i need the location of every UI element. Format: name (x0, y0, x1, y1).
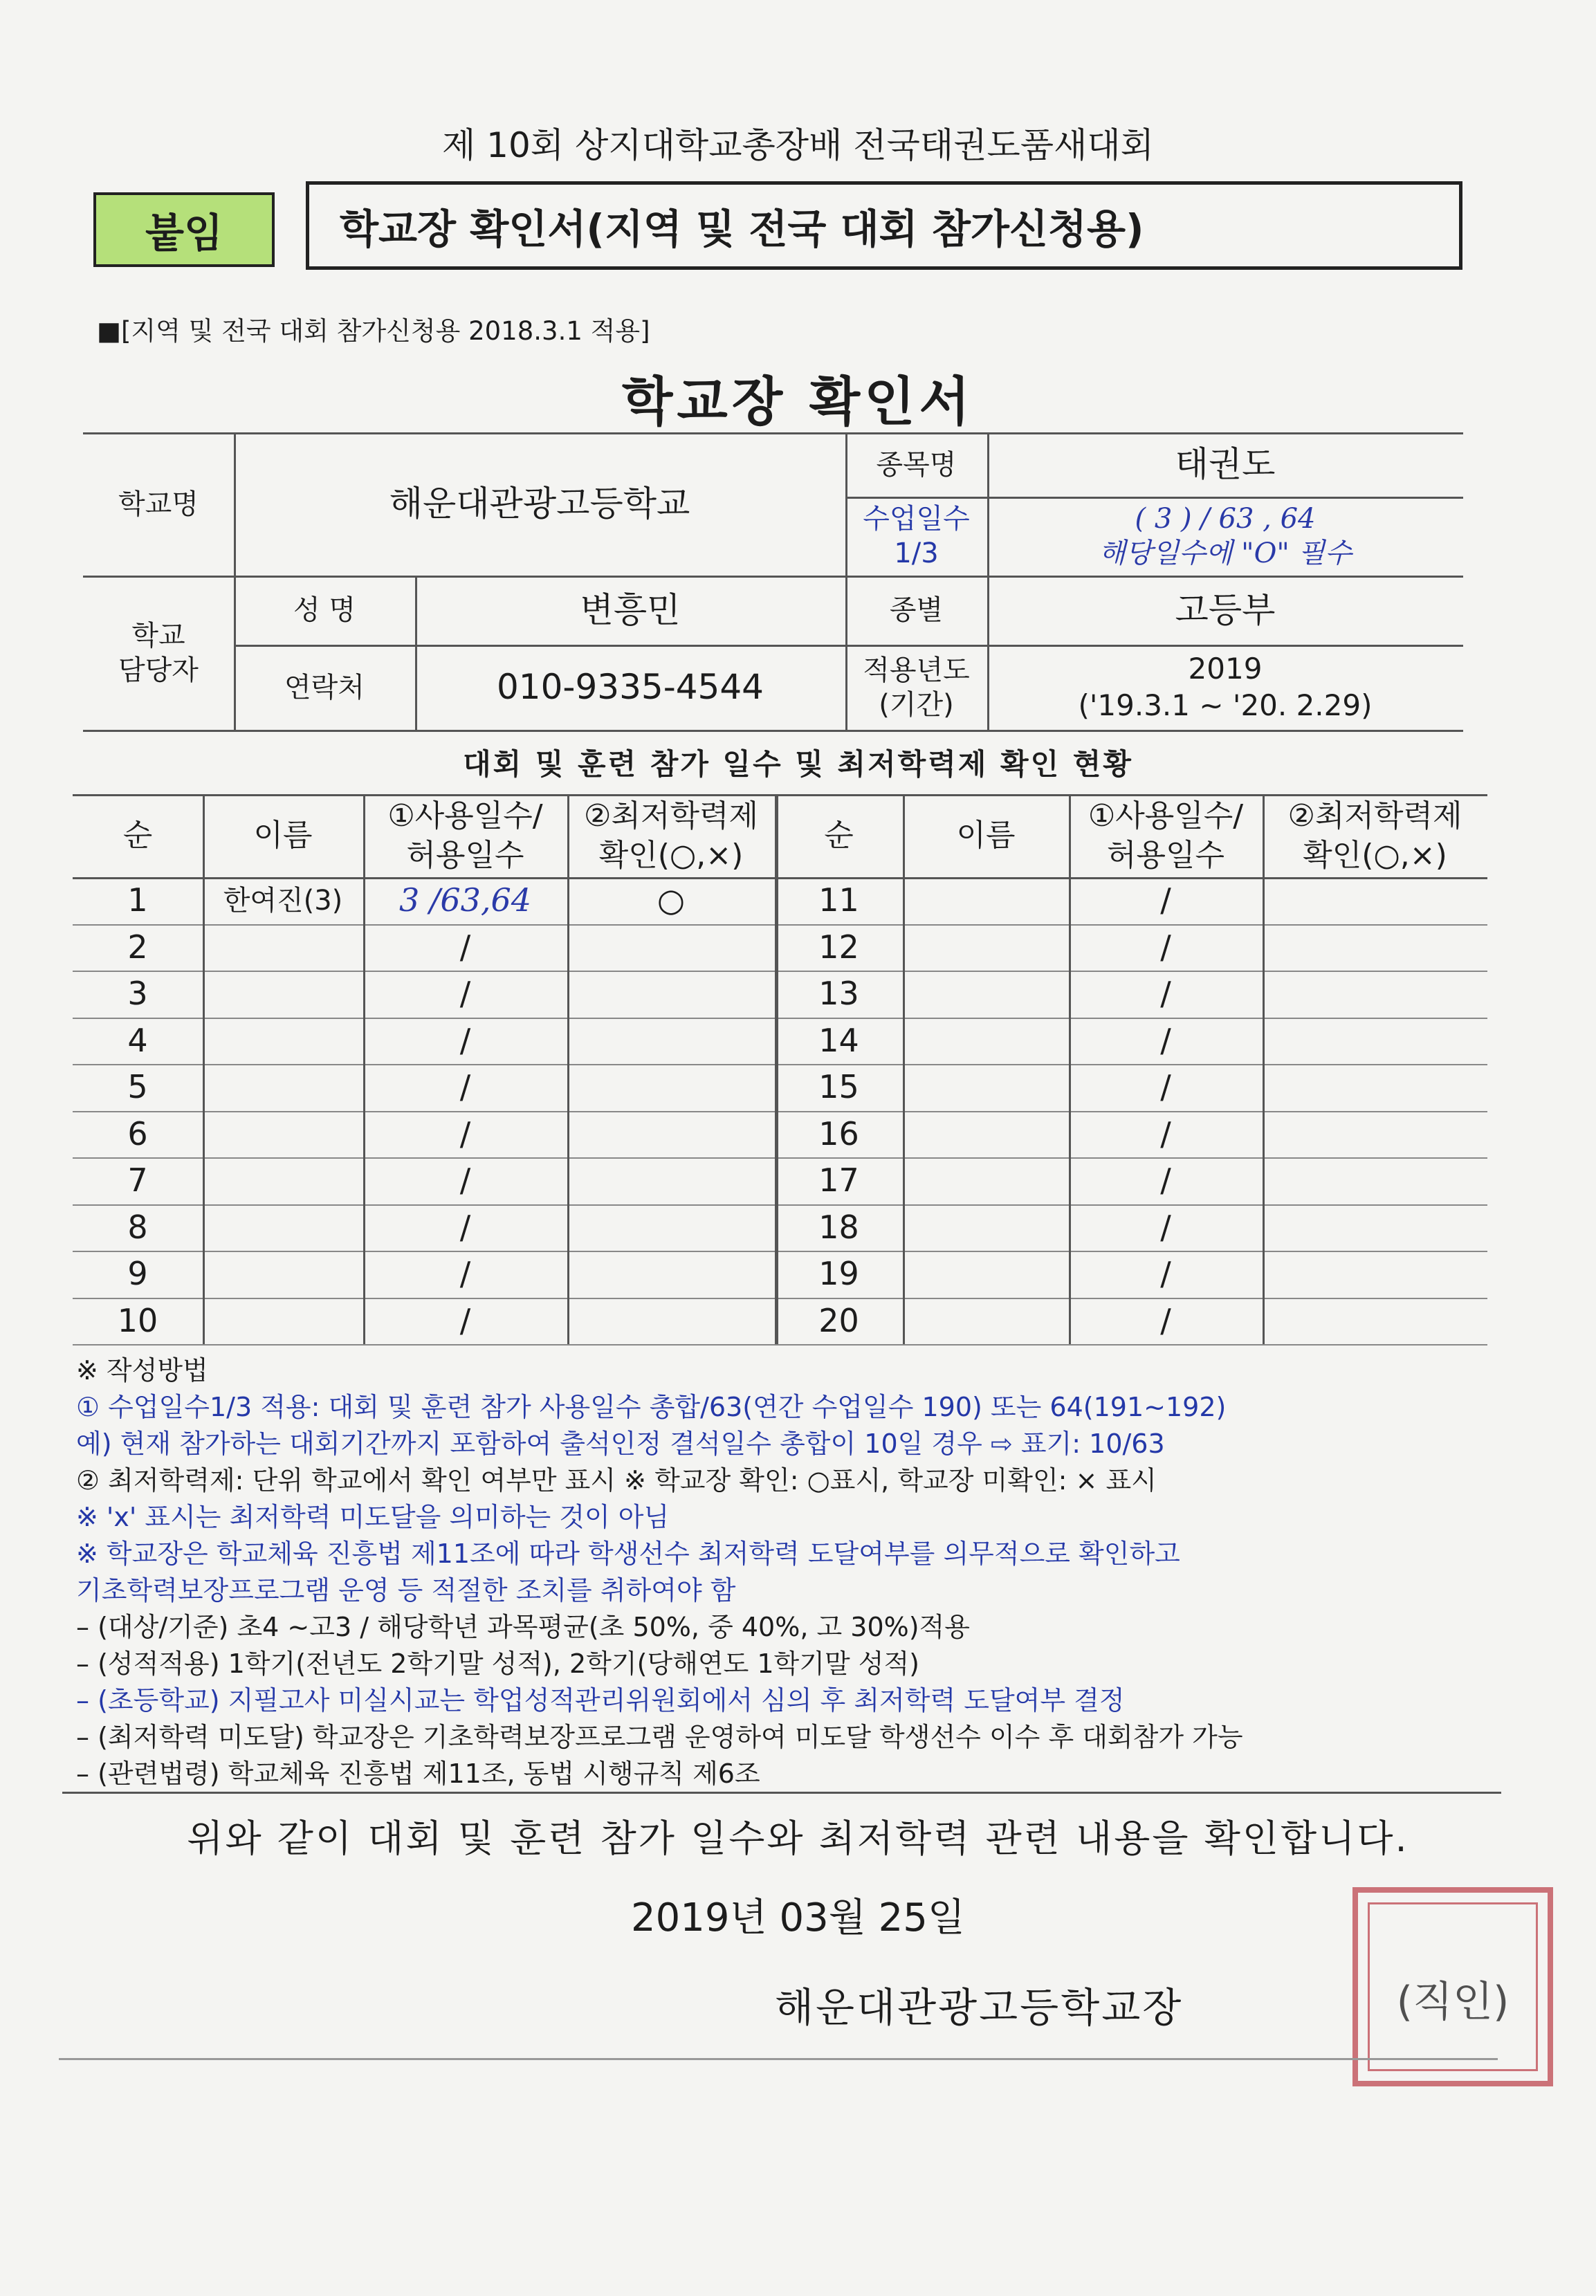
principal-signature: 해운대관광고등학교장 (775, 1984, 1184, 2031)
row-number: 7 (127, 1161, 148, 1199)
contact-value: 010-9335-4544 (496, 667, 764, 708)
contact-label: 연락처 (284, 671, 365, 704)
school-name-label: 학교명 (118, 488, 199, 520)
document-header-title: 학교장 확인서(지역 및 전국 대회 참가신청용) (306, 181, 1462, 270)
division-value: 고등부 (1175, 589, 1276, 630)
header-days-line1: ①사용일수/ (387, 798, 543, 834)
row-number: 18 (818, 1208, 859, 1246)
header-check-line1: ②최저학력제 (584, 798, 758, 834)
year-value-period: ('19.3.1 ~ '20. 2.29) (1078, 688, 1373, 722)
row-number: 3 (127, 975, 148, 1012)
row-check (567, 1111, 775, 1158)
row-name (903, 1111, 1069, 1158)
row-number: 9 (127, 1255, 148, 1292)
year-value-year: 2019 (1188, 652, 1263, 686)
row-check: ○ (657, 881, 686, 919)
row-name (903, 1064, 1069, 1111)
row-number: 16 (818, 1114, 859, 1152)
header-days (363, 794, 567, 877)
row-days: / (1160, 975, 1171, 1012)
row-number: 14 (818, 1021, 859, 1059)
row-check (1263, 877, 1487, 924)
official-seal (1352, 1887, 1553, 2086)
row-name (203, 1204, 363, 1251)
row-days: / (1160, 1301, 1171, 1339)
header-check (567, 794, 775, 877)
row-days: / (459, 1114, 471, 1152)
instructions (76, 1352, 1501, 1792)
page-title: 학교장 확인서 (622, 371, 974, 432)
row-name (903, 1251, 1069, 1298)
row-number: 13 (818, 975, 859, 1012)
row-name (203, 1157, 363, 1204)
row-name (903, 1298, 1069, 1345)
header-check-line2: 확인(○,×) (598, 838, 744, 873)
row-number: 17 (818, 1161, 859, 1199)
row-name (903, 924, 1069, 971)
row-check (567, 1251, 775, 1298)
row-days: / (1160, 1021, 1171, 1059)
row-name (903, 877, 1069, 924)
confirmation-statement: 위와 같이 대회 및 훈련 참가 일수와 최저학력 관련 내용을 확인합니다. (187, 1817, 1409, 1860)
class-days-fraction: ( 3 ) / 63 , 64 (1135, 503, 1316, 535)
staff-label (83, 576, 234, 730)
row-name (903, 1157, 1069, 1204)
row-days: / (459, 1301, 471, 1339)
row-number: 4 (127, 1021, 148, 1059)
name-label: 성 명 (293, 594, 356, 626)
class-days-label-line1: 수업일수 (863, 503, 970, 535)
row-number: 6 (127, 1114, 148, 1152)
row-name: 한여진(3) (223, 884, 343, 917)
seal-text: (직인) (1396, 1978, 1510, 2026)
row-name (203, 1251, 363, 1298)
row-number: 11 (818, 881, 859, 919)
header-check-line2: 확인(○,×) (1303, 838, 1447, 873)
year-label-line2: (기간) (879, 688, 954, 721)
bottom-divider (59, 2058, 1498, 2060)
year-label (845, 645, 987, 730)
header-no (73, 794, 203, 877)
row-number: 5 (127, 1068, 148, 1105)
staff-label-line1: 학교 (131, 619, 185, 652)
row-days: / (1160, 1255, 1171, 1292)
header-check (1263, 794, 1487, 877)
row-check (567, 924, 775, 971)
staff-label-line2: 담당자 (118, 654, 199, 686)
row-check (567, 1064, 775, 1111)
row-days: / (459, 1021, 471, 1059)
row-name (203, 1298, 363, 1345)
attachment-badge: 붙임 (93, 192, 275, 267)
row-number: 10 (117, 1301, 158, 1339)
header-no-text: 순 (824, 818, 854, 854)
row-check (567, 1018, 775, 1065)
row-check (567, 1204, 775, 1251)
header-days-line2: 허용일수 (1106, 838, 1224, 873)
row-number: 2 (127, 928, 148, 966)
row-days: / (459, 1255, 471, 1292)
header-no-text: 순 (122, 818, 153, 854)
school-name-value: 해운대관광고등학교 (389, 484, 690, 524)
row-name (903, 971, 1069, 1018)
row-days: / (1160, 1161, 1171, 1199)
row-check (567, 971, 775, 1018)
row-days: / (1160, 1114, 1171, 1152)
instruction-line: ① 수업일수1/3 적용: 대회 및 훈련 참가 사용일수 총합/63(연간 수업일수 190) 또는 64(191~192) (76, 1392, 1227, 1422)
row-days: 3 /63,64 (398, 881, 532, 919)
row-check (1263, 1111, 1487, 1158)
row-check (1263, 1157, 1487, 1204)
name-value: 변흥민 (580, 589, 681, 630)
row-name (203, 1064, 363, 1111)
division-label: 종별 (889, 594, 944, 626)
row-number: 1 (127, 881, 148, 919)
row-name (903, 1204, 1069, 1251)
header-no (775, 794, 903, 877)
row-number: 19 (818, 1255, 859, 1292)
row-check (1263, 1018, 1487, 1065)
row-number: 15 (818, 1068, 859, 1105)
row-check (1263, 924, 1487, 971)
row-name (903, 1018, 1069, 1065)
row-days: / (1160, 928, 1171, 966)
year-value (987, 645, 1463, 730)
header-name (903, 794, 1069, 877)
year-label-line1: 적용년도 (863, 654, 970, 686)
row-check (567, 1157, 775, 1204)
row-days: / (1160, 1068, 1171, 1105)
row-days: / (1160, 1208, 1171, 1246)
header-days-line1: ①사용일수/ (1088, 798, 1244, 834)
header-days-line2: 허용일수 (406, 838, 524, 873)
event-label: 종목명 (876, 448, 957, 481)
row-check (1263, 971, 1487, 1018)
header-name-text: 이름 (253, 818, 313, 854)
row-days: / (459, 1161, 471, 1199)
row-name (203, 1018, 363, 1065)
instruction-line: – (대상/기준) 초4 ~고3 / 해당학년 과목평균(초 50%, 중 40%, 고 30%)적용 (76, 1612, 970, 1642)
instruction-line: – (최저학력 미도달) 학교장은 기초학력보장프로그램 운영하여 미도달 학생선수 이수 후 대회참가 가능 (76, 1722, 1243, 1752)
row-check (567, 1298, 775, 1345)
row-check (1263, 1064, 1487, 1111)
row-name (203, 924, 363, 971)
row-number: 12 (818, 928, 859, 966)
class-days-label-line2: 1/3 (894, 538, 939, 569)
header-check-line1: ②최저학력제 (1287, 798, 1462, 834)
row-days: / (459, 975, 471, 1012)
instruction-line: 예) 현재 참가하는 대회기간까지 포함하여 출석인정 결석일수 총합이 10일 경우 ⇨ 표기: 10/63 (76, 1429, 1165, 1459)
row-days: / (459, 1068, 471, 1105)
event-value: 태권도 (1175, 444, 1276, 485)
instruction-line: ※ 학교장은 학교체육 진흥법 제11조에 따라 학생선수 최저학력 도달여부를 의무적으로 확인하고 (76, 1539, 1180, 1569)
row-check (1263, 1251, 1487, 1298)
row-number: 8 (127, 1208, 148, 1246)
issue-date: 2019년 03월 25일 (631, 1895, 965, 1940)
header-days (1069, 794, 1263, 877)
instruction-line: ② 최저학력제: 단위 학교에서 확인 여부만 표시 ※ 학교장 확인: ○표시, 학교장 미확인: × 표시 (76, 1465, 1157, 1496)
row-check (1263, 1298, 1487, 1345)
class-days-note: 해당일수에 "O" 필수 (1099, 538, 1352, 569)
header-name (203, 794, 363, 877)
class-days-label (845, 497, 987, 576)
row-days: / (459, 1208, 471, 1246)
section-heading: 대회 및 훈련 참가 일수 및 최저학력제 확인 현황 (463, 747, 1133, 781)
competition-title: 제 10회 상지대학교총장배 전국태권도품새대회 (441, 125, 1154, 165)
row-name (203, 971, 363, 1018)
instruction-line: ※ 'x' 표시는 최저학력 미도달을 의미하는 것이 아님 (76, 1502, 670, 1532)
instruction-line: 기초학력보장프로그램 운영 등 적절한 조치를 취하여야 함 (76, 1575, 736, 1606)
row-days: / (459, 928, 471, 966)
instruction-line: – (관련법령) 학교체육 진흥법 제11조, 동법 시행규칙 제6조 (76, 1758, 760, 1789)
row-number: 20 (818, 1301, 859, 1339)
header-name-text: 이름 (956, 818, 1016, 854)
divider (62, 1792, 1501, 1794)
row-days: / (1160, 881, 1171, 919)
row-name (203, 1111, 363, 1158)
instruction-line: – (초등학교) 지필고사 미실시교는 학업성적관리위원회에서 심의 후 최저학력 도달여부 결정 (76, 1685, 1125, 1716)
instruction-line: ※ 작성방법 (76, 1355, 208, 1386)
applicability-note: ■[지역 및 전국 대회 참가신청용 2018.3.1 적용] (97, 316, 650, 346)
class-days-value (987, 497, 1463, 576)
row-check (1263, 1204, 1487, 1251)
instruction-line: – (성적적용) 1학기(전년도 2학기말 성적), 2학기(당해연도 1학기말 성적) (76, 1648, 919, 1679)
